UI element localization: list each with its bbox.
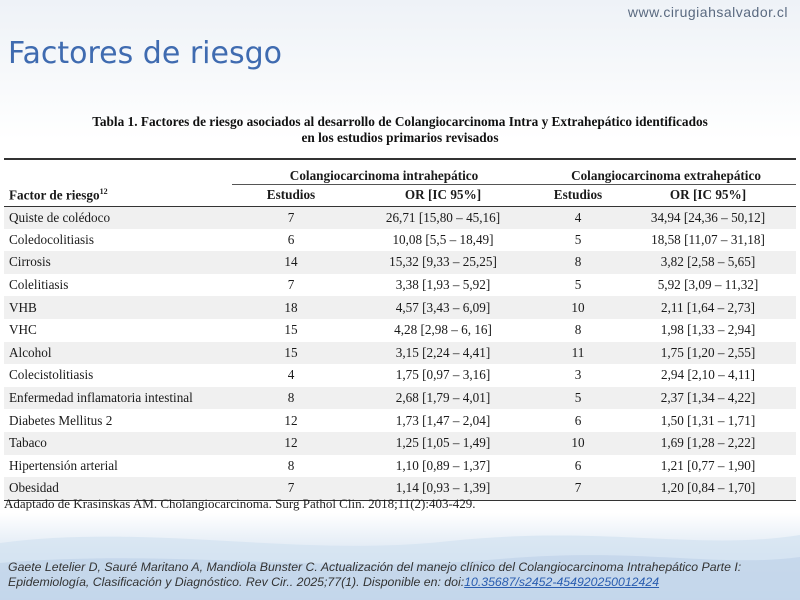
- risk-factors-table: [4, 158, 796, 501]
- table-row: [4, 409, 796, 432]
- cell-studies-extra: 5: [574, 277, 582, 293]
- group-header-intrahepatic: Colangiocarcinoma intrahepático: [232, 160, 536, 184]
- table-row: [4, 364, 796, 387]
- table-row: [4, 206, 796, 229]
- cell-or-extra: 2,11 [1,64 – 2,73]: [660, 299, 755, 315]
- cell-or-extra: 34,94 [24,36 – 50,12]: [650, 209, 766, 225]
- cell-or-intra: 1,10 [0,89 – 1,37]: [395, 457, 491, 473]
- column-header-or-intra: OR [IC 95%]: [350, 184, 536, 206]
- cell-or-extra: 2,94 [2,10 – 4,11]: [660, 367, 755, 383]
- cell-or-extra: 1,69 [1,28 – 2,22]: [660, 435, 756, 451]
- cell-or-intra: 1,25 [1,05 – 1,49]: [395, 435, 491, 451]
- cell-factor: Quiste de colédoco: [9, 209, 111, 225]
- header-spacer: [4, 160, 232, 184]
- cell-studies-extra: 3: [574, 367, 582, 383]
- reference-doi-link[interactable]: 10.35687/s2452-454920250012424: [464, 575, 660, 589]
- cell-studies-extra: 5: [574, 231, 582, 247]
- cell-or-extra: 1,75 [1,20 – 2,55]: [660, 344, 756, 360]
- cell-factor: VHC: [9, 322, 37, 338]
- column-header-factor: [4, 184, 232, 206]
- table-row: [4, 296, 796, 319]
- site-url[interactable]: www.cirugiahsalvador.cl: [627, 4, 788, 20]
- cell-studies-extra: 8: [574, 254, 582, 270]
- cell-or-intra: 1,14 [0,93 – 1,39]: [395, 480, 491, 496]
- cell-studies-extra: 10: [571, 435, 585, 451]
- cell-studies-intra: 8: [287, 457, 295, 473]
- cell-factor: Obesidad: [9, 480, 59, 496]
- cell-studies-intra: 18: [284, 299, 298, 315]
- table-row: [4, 251, 796, 274]
- reference-citation: [8, 560, 798, 590]
- cell-studies-extra: 5: [574, 390, 582, 406]
- cell-studies-intra: 6: [287, 231, 295, 247]
- table-caption-line1: Tabla 1. Factores de riesgo asociados al desarrollo de Colangiocarcinoma Intra y Extrahepático identificados: [92, 114, 708, 129]
- cell-studies-intra: 15: [284, 322, 298, 338]
- table-row: [4, 387, 796, 410]
- cell-studies-intra: 12: [284, 435, 298, 451]
- column-header-studies-extra: Estudios: [536, 184, 620, 206]
- cell-factor: Diabetes Mellitus 2: [9, 412, 113, 428]
- cell-or-intra: 1,73 [1,47 – 2,04]: [395, 412, 491, 428]
- cell-or-intra: 4,28 [2,98 – 6, 16]: [394, 322, 492, 338]
- cell-or-intra: 1,75 [0,97 – 3,16]: [395, 367, 491, 383]
- cell-studies-intra: 7: [287, 209, 295, 225]
- cell-or-extra: 1,20 [0,84 – 1,70]: [660, 480, 756, 496]
- table-row: [4, 455, 796, 478]
- cell-studies-intra: 4: [287, 367, 295, 383]
- table-caption: [0, 114, 800, 146]
- table-body: [4, 206, 796, 500]
- cell-studies-intra: 12: [284, 412, 298, 428]
- cell-or-extra: 18,58 [11,07 – 31,18]: [651, 231, 765, 247]
- column-header-factor-label: Factor de riesgo: [9, 186, 100, 202]
- cell-studies-extra: 10: [571, 299, 585, 315]
- cell-studies-intra: 7: [287, 480, 295, 496]
- cell-studies-extra: 11: [571, 344, 585, 360]
- cell-or-intra: 3,38 [1,93 – 5,92]: [395, 277, 491, 293]
- cell-factor: VHB: [9, 299, 37, 315]
- cell-or-extra: 1,50 [1,31 – 1,71]: [660, 412, 756, 428]
- cell-or-extra: 2,37 [1,34 – 4,22]: [660, 390, 756, 406]
- cell-factor: Colelitiasis: [9, 277, 69, 293]
- table-source-note: Adaptado de Krasinskas AM. Cholangiocarcinoma. Surg Pathol Clin. 2018;11(2):403-429.: [4, 496, 476, 511]
- cell-or-intra: 4,57 [3,43 – 6,09]: [395, 299, 491, 315]
- table-row: [4, 342, 796, 365]
- cell-or-intra: 10,08 [5,5 – 18,49]: [392, 231, 494, 247]
- cell-or-intra: 26,71 [15,80 – 45,16]: [385, 209, 501, 225]
- column-header-factor-sup: 12: [99, 186, 108, 196]
- group-header-extrahepatic: Colangiocarcinoma extrahepático: [536, 160, 796, 184]
- cell-or-extra: 1,98 [1,33 – 2,94]: [660, 322, 756, 338]
- cell-factor: Coledocolitiasis: [9, 231, 94, 247]
- cell-factor: Enfermedad inflamatoria intestinal: [9, 390, 193, 406]
- column-header-or-extra: OR [IC 95%]: [620, 184, 796, 206]
- cell-or-extra: 1,21 [0,77 – 1,90]: [660, 457, 756, 473]
- cell-factor: Alcohol: [9, 344, 52, 360]
- cell-factor: Tabaco: [9, 435, 47, 451]
- cell-studies-intra: 7: [287, 277, 295, 293]
- cell-or-intra: 2,68 [1,79 – 4,01]: [395, 390, 491, 406]
- cell-factor: Hipertensión arterial: [9, 457, 118, 473]
- table-row: [4, 229, 796, 252]
- cell-factor: Colecistolitiasis: [9, 367, 94, 383]
- cell-studies-intra: 14: [284, 254, 298, 270]
- cell-or-extra: 5,92 [3,09 – 11,32]: [657, 277, 759, 293]
- cell-studies-extra: 4: [574, 209, 582, 225]
- table-row: [4, 319, 796, 342]
- cell-studies-extra: 6: [574, 412, 582, 428]
- slide-title: Factores de riesgo: [8, 36, 282, 71]
- cell-or-intra: 15,32 [9,33 – 25,25]: [389, 254, 497, 270]
- cell-studies-intra: 8: [287, 390, 295, 406]
- column-header-studies-intra: Estudios: [232, 184, 350, 206]
- cell-studies-extra: 8: [574, 322, 582, 338]
- cell-studies-extra: 6: [574, 457, 582, 473]
- cell-studies-extra: 7: [574, 480, 582, 496]
- cell-factor: Cirrosis: [9, 254, 51, 270]
- cell-or-extra: 3,82 [2,58 – 5,65]: [660, 254, 756, 270]
- table-row: [4, 432, 796, 455]
- cell-studies-intra: 15: [284, 344, 298, 360]
- cell-or-intra: 3,15 [2,24 – 4,41]: [395, 344, 491, 360]
- reference-text: Gaete Letelier D, Sauré Maritano A, Mandiola Bunster C. Actualización del manejo clínico del Colangiocarcinoma Intrahepático Parte I: Epidemiología, Clasificación y Diagnóstico. Rev Cir.. 2025;77(1). Disponible en: doi:: [8, 560, 742, 589]
- table-row: [4, 274, 796, 297]
- table-caption-line2: en los estudios primarios revisados: [301, 130, 499, 145]
